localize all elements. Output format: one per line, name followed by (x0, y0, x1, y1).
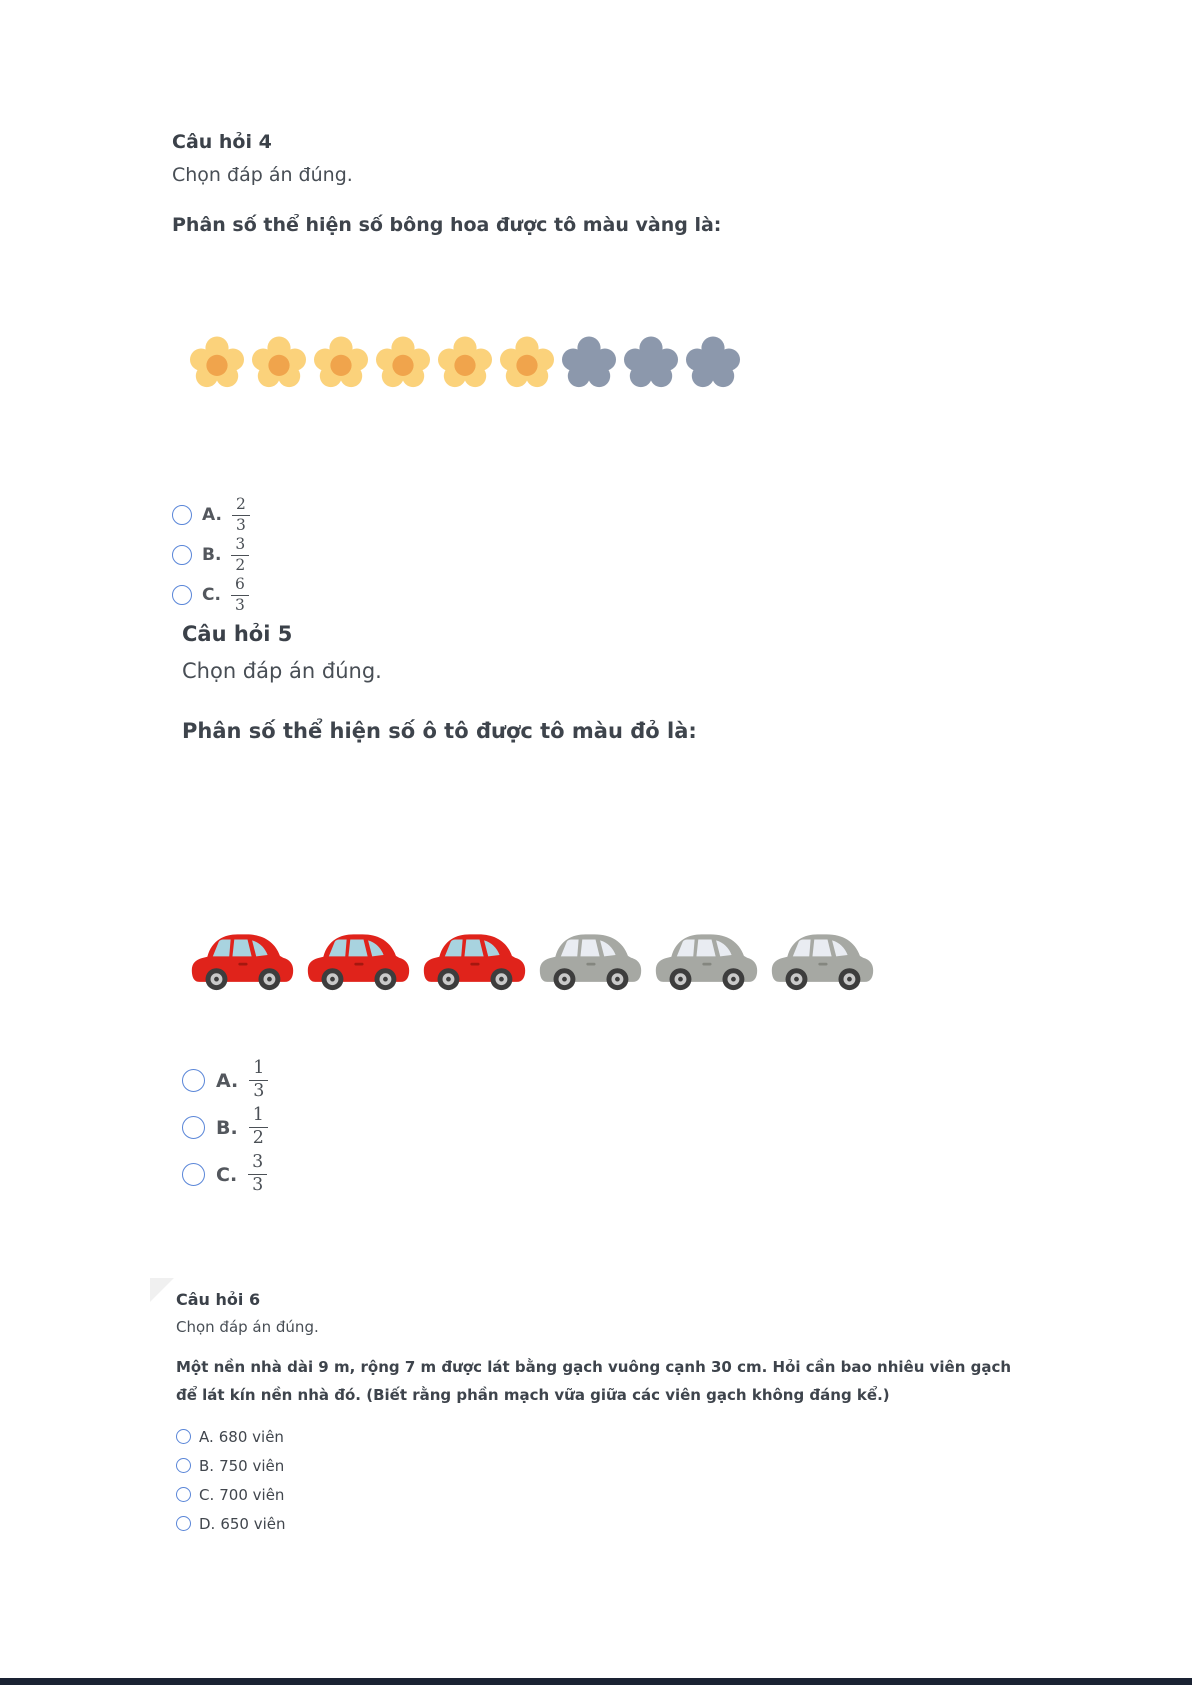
car-icon (422, 927, 527, 993)
fraction-denominator: 2 (252, 1128, 264, 1148)
question-4 (172, 131, 742, 615)
fraction-denominator: 3 (235, 515, 246, 534)
radio-button[interactable] (176, 1487, 191, 1502)
option-fraction (249, 1059, 268, 1101)
option-label: D. 650 viên (199, 1514, 286, 1533)
answer-option[interactable] (182, 1057, 875, 1104)
answer-option[interactable] (182, 1104, 875, 1151)
answer-option[interactable] (172, 575, 742, 615)
option-fraction (248, 1153, 267, 1195)
option-fraction (231, 576, 249, 614)
radio-button[interactable] (172, 505, 192, 525)
answer-option[interactable] (182, 1151, 875, 1198)
option-fraction (249, 1106, 268, 1148)
car-icon (538, 927, 643, 993)
flower-icon (436, 335, 494, 389)
question-6-text: Một nền nhà dài 9 m, rộng 7 m được lát bằng gạch vuông cạnh 30 cm. Hỏi cần bao nhiêu viên gạch để lát kín nền nhà đó. (Biết rằng phần mạch vữa giữa các viên gạch không đáng kể.) (176, 1358, 1012, 1404)
fraction-numerator: 1 (249, 1059, 268, 1081)
fraction-denominator: 3 (252, 1175, 264, 1195)
flower-icon (684, 335, 742, 389)
flower-icon (250, 335, 308, 389)
cars-illustration (190, 927, 875, 993)
radio-button[interactable] (176, 1458, 191, 1473)
question-5-title: Câu hỏi 5 (182, 622, 293, 646)
flower-icon (498, 335, 556, 389)
fraction-denominator: 3 (253, 1081, 265, 1101)
question-5-options (182, 1057, 875, 1198)
option-letter: A. (216, 1069, 239, 1092)
car-icon (190, 927, 295, 993)
question-6-options (176, 1422, 1024, 1538)
car-icon (654, 927, 759, 993)
flower-icon (374, 335, 432, 389)
fraction-denominator: 2 (235, 555, 246, 574)
flower-icon (622, 335, 680, 389)
question-5-text: Phân số thể hiện số ô tô được tô màu đỏ là: (182, 719, 697, 743)
radio-button[interactable] (176, 1516, 191, 1531)
fraction-denominator: 3 (234, 595, 245, 614)
question-6 (176, 1290, 1024, 1538)
car-icon (770, 927, 875, 993)
radio-button[interactable] (182, 1116, 205, 1139)
option-fraction (232, 496, 250, 534)
flower-icon (560, 335, 618, 389)
radio-button[interactable] (176, 1429, 191, 1444)
option-letter: C. (216, 1163, 238, 1186)
answer-option[interactable] (176, 1422, 1024, 1451)
car-icon (306, 927, 411, 993)
fraction-numerator: 3 (248, 1153, 267, 1175)
radio-button[interactable] (182, 1163, 205, 1186)
question-4-options (172, 495, 742, 615)
question-6-instruction: Chọn đáp án đúng. (176, 1318, 319, 1336)
radio-button[interactable] (172, 585, 192, 605)
radio-button[interactable] (172, 545, 192, 565)
answer-option[interactable] (176, 1451, 1024, 1480)
page-fold-artifact (150, 1278, 174, 1302)
option-label: C. 700 viên (199, 1485, 285, 1504)
answer-option[interactable] (176, 1480, 1024, 1509)
answer-option[interactable] (176, 1509, 1024, 1538)
question-4-text: Phân số thể hiện số bông hoa được tô màu vàng là: (172, 214, 722, 236)
option-letter: A. (202, 505, 222, 525)
option-fraction (231, 536, 249, 574)
flower-icon (312, 335, 370, 389)
question-4-title: Câu hỏi 4 (172, 131, 272, 153)
question-6-title: Câu hỏi 6 (176, 1290, 261, 1309)
option-letter: B. (202, 545, 222, 565)
flowers-illustration (188, 335, 742, 389)
option-label: B. 750 viên (199, 1456, 285, 1475)
answer-option[interactable] (172, 535, 742, 575)
option-letter: B. (216, 1116, 238, 1139)
fraction-numerator: 1 (249, 1106, 268, 1128)
flower-icon (188, 335, 246, 389)
fraction-numerator: 6 (231, 576, 249, 595)
question-5 (182, 622, 875, 1198)
option-letter: C. (202, 585, 221, 605)
footer-bar (0, 1678, 1192, 1685)
question-5-instruction: Chọn đáp án đúng. (182, 659, 382, 683)
fraction-numerator: 2 (232, 496, 250, 515)
answer-option[interactable] (172, 495, 742, 535)
option-label: A. 680 viên (199, 1427, 284, 1446)
question-4-instruction: Chọn đáp án đúng. (172, 164, 353, 186)
fraction-numerator: 3 (231, 536, 249, 555)
radio-button[interactable] (182, 1069, 205, 1092)
